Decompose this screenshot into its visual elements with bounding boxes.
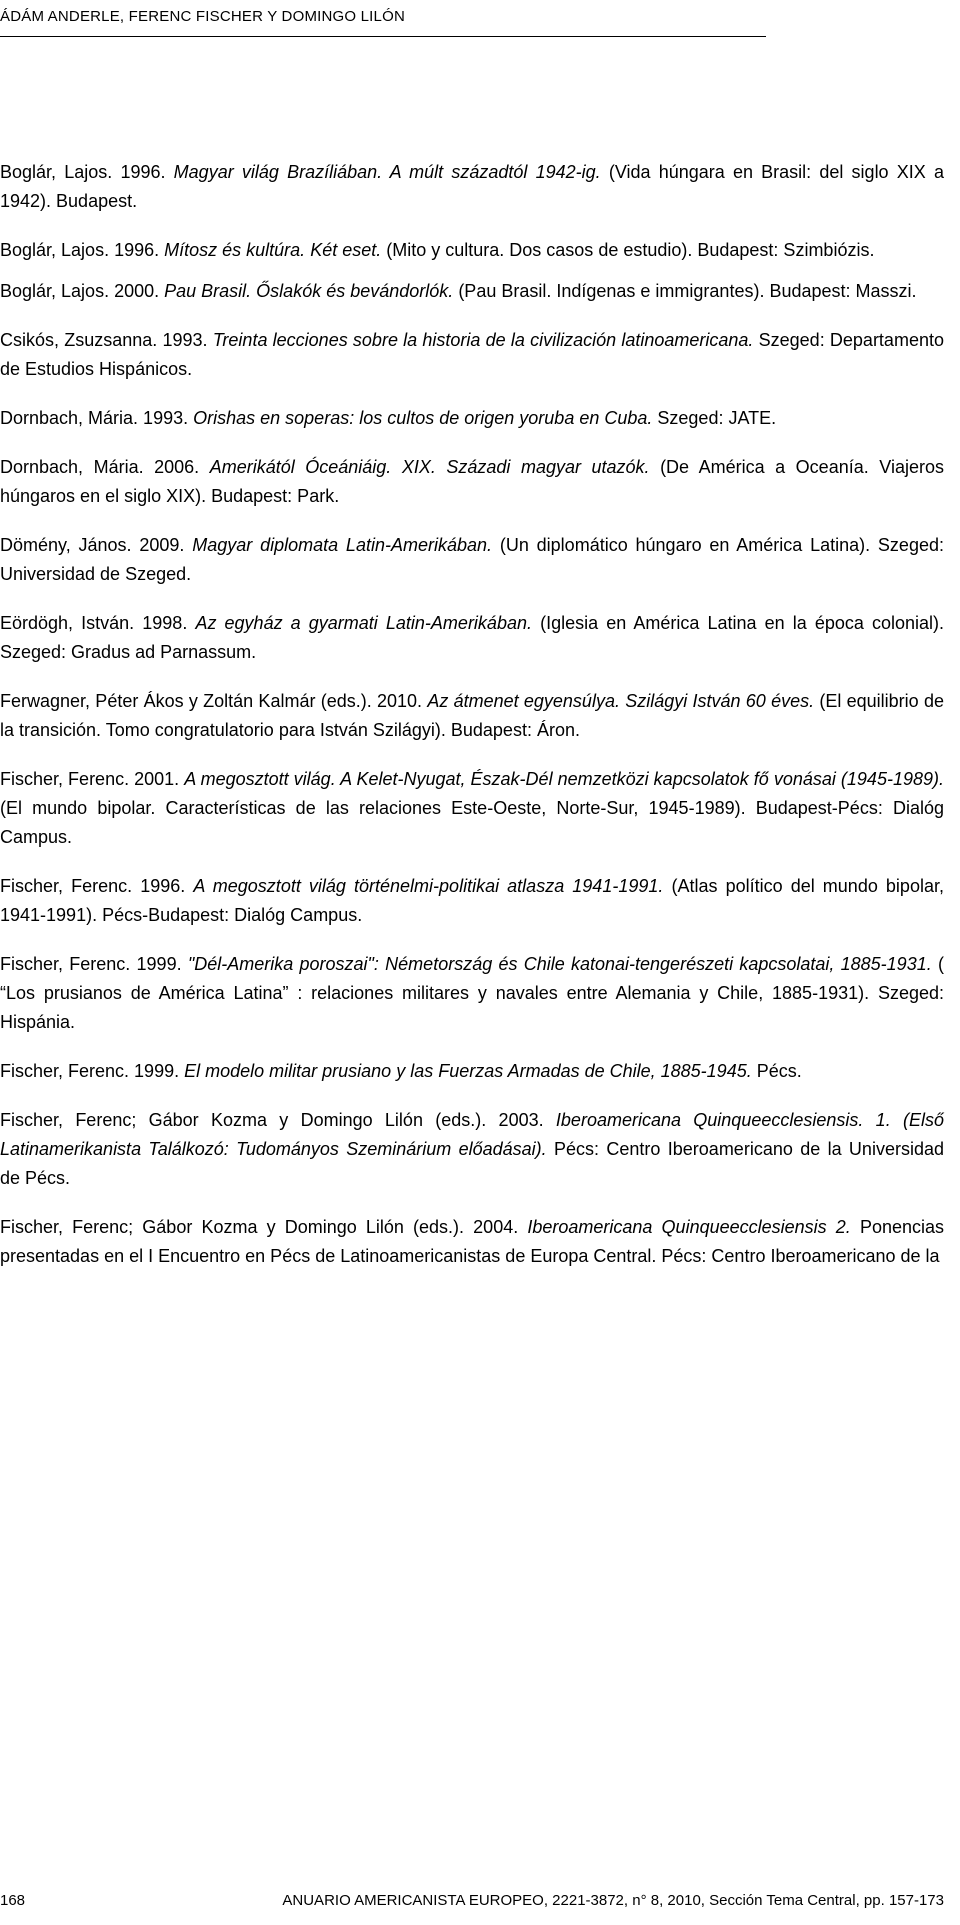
running-header: ÁDÁM ANDERLE, FERENC FISCHER Y DOMINGO LILÓN [0,8,405,25]
ref-title: A megosztott világ. A Kelet-Nyugat, Észak-Dél nemzetközi kapcsolatok fő vonásai (1945-1989). [184,769,944,789]
ref-title: Iberoamericana Quinqueecclesiensis 2. [527,1217,851,1237]
ref-author: Dornbach, Mária. 2006. [0,457,200,477]
ref-rest: Szeged: Departamento de Estudios Hispánicos. [0,330,944,379]
reference-entry [0,277,944,306]
reference-entry [0,1057,944,1086]
ref-rest: Ponencias presentadas en el I Encuentro en Pécs de Latinoamericanistas de Europa Central. Pécs: Centro Iberoamericano de la [0,1217,944,1266]
ref-author: Csikós, Zsuzsanna. 1993. [0,330,208,350]
reference-entry [0,158,944,216]
ref-author: Ferwagner, Péter Ákos y Zoltán Kalmár (eds.). 2010. [0,691,423,711]
ref-rest: Szeged: JATE. [657,408,777,428]
ref-rest: (El mundo bipolar. Características de las relaciones Este-Oeste, Norte-Sur, 1945-1989). Budapest-Pécs: Dialóg Campus. [0,798,944,847]
ref-author: Dornbach, Mária. 1993. [0,408,189,428]
ref-title: Iberoamericana Quinqueecclesiensis. 1. (Első Latinamerikanista Találkozó: Tudományos Szeminárium előadásai). [0,1110,945,1159]
reference-entry [0,609,944,667]
ref-author: Dömény, János. 2009. [0,535,185,555]
ref-rest: (Atlas político del mundo bipolar, 1941-1991). Pécs-Budapest: Dialóg Campus. [0,876,944,925]
reference-entry [0,1213,944,1271]
ref-rest: Pécs. [756,1061,802,1081]
reference-list [0,158,944,1291]
journal-citation: ANUARIO AMERICANISTA EUROPEO, 2221-3872, n° 8, 2010, Sección Tema Central, pp. 157-173 [282,1892,944,1909]
ref-title: Magyar diplomata Latin-Amerikában. [192,535,493,555]
ref-title: Orishas en soperas: los cultos de origen yoruba en Cuba. [193,408,653,428]
ref-title: Mítosz és kultúra. Két eset. [164,240,382,260]
ref-title: A megosztott világ történelmi-politikai atlasza 1941-1991. [193,876,664,896]
ref-title: Az átmenet egyensúlya. Szilágyi István 60 éves. [427,691,815,711]
ref-rest: (De América a Oceanía. Viajeros húngaros en el siglo XIX). Budapest: Park. [0,457,944,506]
ref-author: Boglár, Lajos. 1996. [0,162,166,182]
ref-rest: (El equilibrio de la transición. Tomo congratulatorio para István Szilágyi). Budapest: Áron. [0,691,944,740]
ref-rest: (Mito y cultura. Dos casos de estudio). Budapest: Szimbiózis. [386,240,875,260]
ref-author: Fischer, Ferenc. 1996. [0,876,186,896]
reference-entry [0,326,944,384]
ref-title: "Dél-Amerika poroszai": Németország és Chile katonai-tengerészeti kapcsolatai, 1885-1931. [187,954,932,974]
page-footer [0,1892,944,1909]
ref-rest: (Vida húngara en Brasil: del siglo XIX a 1942). Budapest. [0,162,944,211]
ref-rest: Pécs: Centro Iberoamericano de la Universidad de Pécs. [0,1139,944,1188]
reference-entry [0,687,944,745]
reference-entry [0,950,944,1037]
ref-title: Az egyház a gyarmati Latin-Amerikában. [195,613,532,633]
ref-author: Fischer, Ferenc. 2001. [0,769,180,789]
ref-author: Eördögh, István. 1998. [0,613,188,633]
ref-author: Fischer, Ferenc. 1999. [0,1061,180,1081]
reference-entry [0,1106,944,1193]
ref-rest: ( “Los prusianos de América Latina” : relaciones militares y navales entre Alemania y Chile, 1885-1931). Szeged: Hispánia. [0,954,944,1032]
ref-title: Magyar világ Brazíliában. A múlt századtól 1942-ig. [173,162,601,182]
page-number: 168 [0,1892,26,1909]
reference-entry [0,236,944,265]
ref-title: Pau Brasil. Őslakók és bevándorlók. [164,281,454,301]
ref-author: Fischer, Ferenc. 1999. [0,954,182,974]
reference-entry [0,765,944,852]
reference-entry [0,404,944,433]
ref-title: Treinta lecciones sobre la historia de la civilización latinoamericana. [212,330,754,350]
reference-entry [0,453,944,511]
reference-entry [0,531,944,589]
ref-author: Fischer, Ferenc; Gábor Kozma y Domingo Lilón (eds.). 2003. [0,1110,544,1130]
ref-author: Fischer, Ferenc; Gábor Kozma y Domingo Lilón (eds.). 2004. [0,1217,519,1237]
ref-rest: (Un diplomático húngaro en América Latina). Szeged: Universidad de Szeged. [0,535,944,584]
ref-rest: (Pau Brasil. Indígenas e immigrantes). Budapest: Masszi. [458,281,917,301]
ref-author: Boglár, Lajos. 1996. [0,240,160,260]
ref-rest: (Iglesia en América Latina en la época colonial). Szeged: Gradus ad Parnassum. [0,613,944,662]
ref-author: Boglár, Lajos. 2000. [0,281,160,301]
header-rule [0,36,766,37]
ref-title: El modelo militar prusiano y las Fuerzas Armadas de Chile, 1885-1945. [184,1061,752,1081]
reference-entry [0,872,944,930]
ref-title: Amerikától Óceániáig. XIX. Századi magyar utazók. [209,457,650,477]
